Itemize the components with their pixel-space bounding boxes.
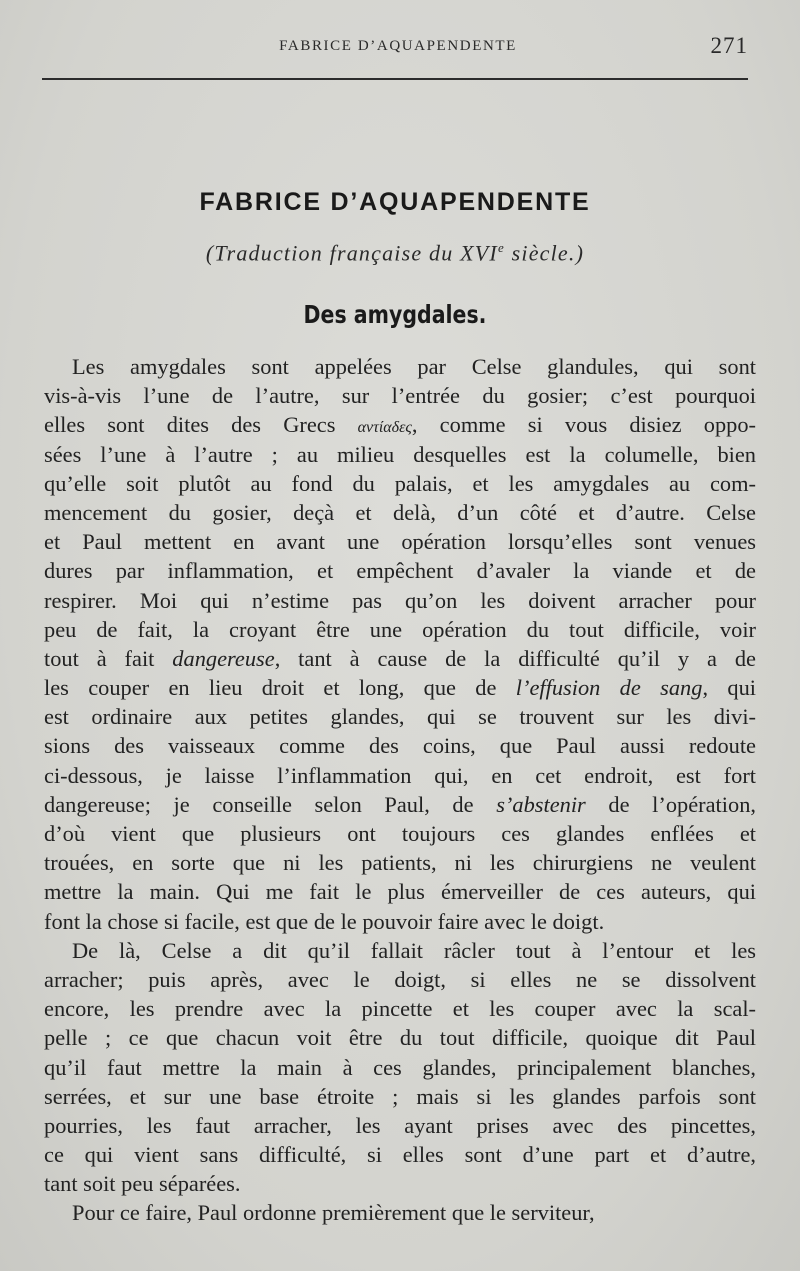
text-line: qu’il faut mettre la main à ces glandes, principalement blanches, bbox=[44, 1054, 756, 1080]
text-line: serrées, et sur une base étroite ; mais si les glandes parfois sont bbox=[44, 1083, 756, 1109]
text-line: qu’elle soit plutôt au fond du palais, et les amygdales au com- bbox=[44, 470, 756, 496]
text-line: dures par inflammation, et empêchent d’avaler la viande et de bbox=[44, 558, 756, 584]
text-line: sions des vaisseaux comme des coins, que Paul aussi redoute bbox=[44, 733, 756, 759]
text-line: est ordinaire aux petites glandes, qui se trouvent sur les divi- bbox=[44, 704, 756, 730]
text-line: font la chose si facile, est que de le pouvoir faire avec le doigt. bbox=[44, 908, 605, 934]
text-line: pourries, les faut arracher, les ayant prises avec des pincettes, bbox=[44, 1112, 756, 1138]
text-line: tout à fait dangereuse, tant à cause de la difficulté qu’il y a de bbox=[44, 645, 756, 671]
text-line: mencement du gosier, deçà et delà, d’un côté et d’autre. Celse bbox=[44, 499, 756, 525]
text-line: sées l’une à l’autre ; au milieu desquelles est la columelle, bien bbox=[44, 441, 756, 467]
text-line: Pour ce faire, Paul ordonne premièrement que le serviteur, bbox=[72, 1200, 595, 1226]
chapter-subtitle: (Traduction française du XVIe siècle.) bbox=[205, 240, 585, 266]
page-number: 271 bbox=[710, 33, 748, 58]
text-line: respirer. Moi qui n’estime pas qu’on les doivent arracher pour bbox=[44, 587, 756, 613]
text-line: tant soit peu séparées. bbox=[44, 1171, 241, 1197]
text-line: arracher; puis après, avec le doigt, si elles ne se dissolvent bbox=[44, 966, 756, 992]
text-line: dangereuse; je conseille selon Paul, de s’abstenir de l’opération, bbox=[44, 791, 756, 817]
running-title: FABRICE D’AQUAPENDENTE bbox=[279, 38, 517, 54]
text-line: d’où vient que plusieurs ont toujours ces glandes enflées et bbox=[44, 821, 756, 846]
text-line: les couper en lieu droit et long, que de l’effusion de sang, qui bbox=[44, 675, 756, 701]
text-line: trouées, en sorte que ni les patients, ni les chirurgiens ne veulent bbox=[44, 850, 756, 876]
text-line: et Paul mettent en avant une opération lorsqu’elles sont venues bbox=[44, 529, 756, 555]
greek-word: αντίαδες bbox=[357, 419, 412, 437]
body-text bbox=[44, 352, 756, 1228]
header-rule bbox=[42, 78, 748, 80]
italic-emphasis: l’effusion de sang bbox=[515, 675, 703, 701]
text-line: encore, les prendre avec la pincette et les couper avec la scal- bbox=[44, 996, 756, 1022]
text-line: pelle ; ce que chacun voit être du tout difficile, quoique dit Paul bbox=[44, 1025, 756, 1051]
text-line: ce qui vient sans difficulté, si elles sont d’une part et d’autre, bbox=[44, 1142, 756, 1168]
running-head bbox=[48, 30, 748, 66]
text-line: ci-dessous, je laisse l’inflammation qui, en cet endroit, est fort bbox=[44, 762, 756, 788]
italic-emphasis: dangereuse bbox=[172, 645, 275, 671]
text-line: De là, Celse a dit qu’il fallait râcler tout à l’entour et les bbox=[72, 937, 756, 963]
text-line: mettre la main. Qui me fait le plus émerveiller de ces auteurs, qui bbox=[44, 879, 756, 905]
chapter-title: FABRICE D’AQUAPENDENTE bbox=[199, 188, 591, 216]
text-line: Les amygdales sont appelées par Celse glandules, qui sont bbox=[72, 354, 756, 379]
text-line: elles sont dites des Grecs αντίαδες, comme si vous disiez oppo- bbox=[44, 412, 756, 438]
text-line: peu de fait, la croyant être une opération du tout difficile, voir bbox=[44, 616, 756, 642]
italic-emphasis: s’abstenir bbox=[496, 791, 586, 817]
text-line: vis-à-vis l’une de l’autre, sur l’entrée du gosier; c’est pourquoi bbox=[44, 383, 756, 409]
section-heading: Des amygdales. bbox=[303, 300, 487, 329]
